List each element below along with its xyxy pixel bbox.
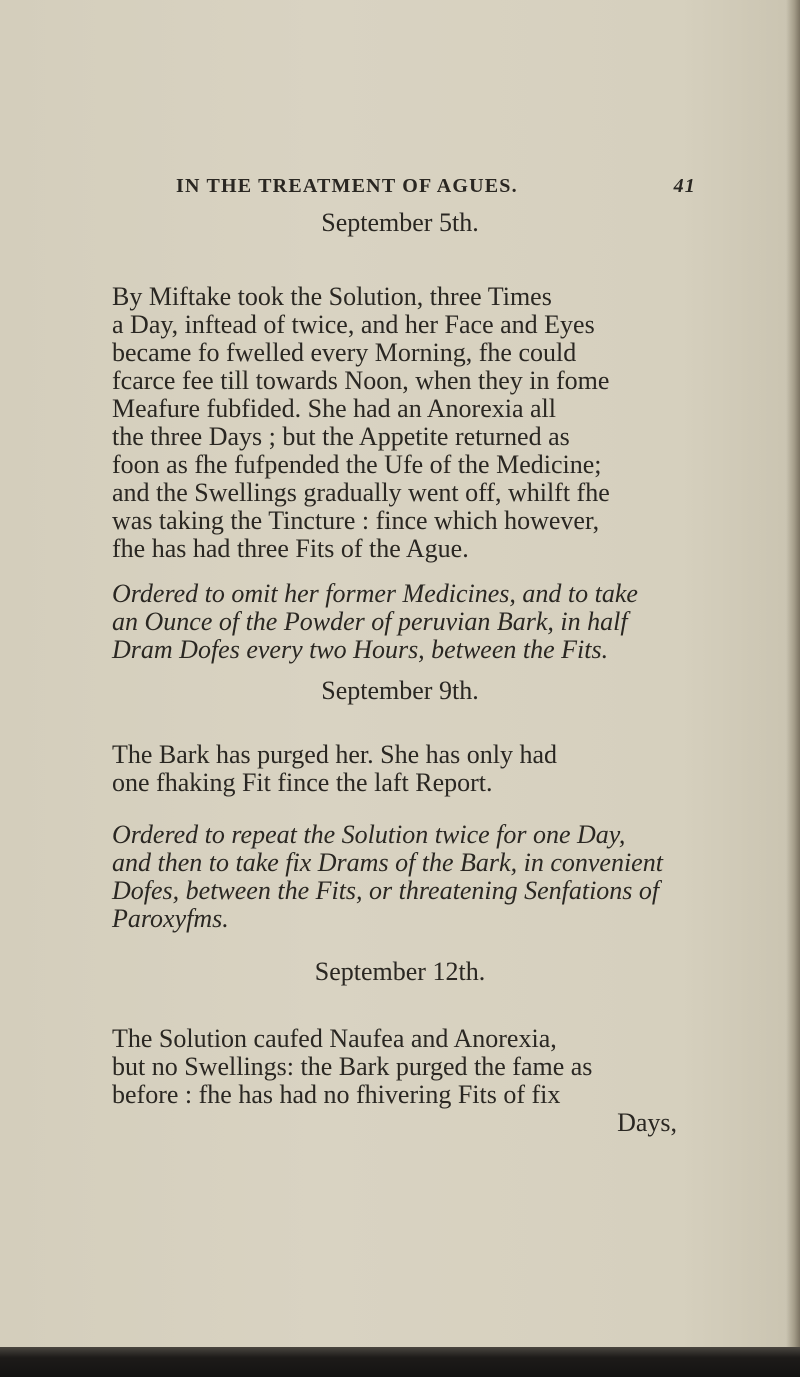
text-line: fcarce fee till towards Noon, when they in fome [112, 366, 610, 395]
page-edge-shadow [786, 0, 800, 1377]
text-line: became fo fwelled every Morning, fhe could [112, 338, 577, 367]
text-line: before : fhe has had no fhivering Fits of fix [112, 1080, 561, 1109]
text-line: Meafure fubfided. She had an Anorexia all [112, 394, 557, 423]
running-title: IN THE TREATMENT OF AGUES. [176, 175, 518, 197]
text-line: foon as fhe fufpended the Ufe of the Medicine; [112, 450, 602, 479]
order-paragraph [112, 580, 677, 664]
entry-date: September 5th. [321, 208, 479, 237]
bottom-dark-edge [0, 1347, 800, 1377]
text-line: By Miftake took the Solution, three Times [112, 282, 552, 311]
entry-date: September 9th. [321, 676, 479, 705]
text-line: but no Swellings: the Bark purged the fame as [112, 1052, 593, 1081]
text-line: The Solution caufed Naufea and Anorexia, [112, 1024, 557, 1053]
text-line: a Day, inftead of twice, and her Face and Eyes [112, 310, 595, 339]
entry-date: September 12th. [314, 957, 486, 986]
page-number: 41 [673, 175, 696, 197]
entry-paragraph [112, 1025, 677, 1137]
order-line: Dram Dofes every two Hours, between the Fits. [112, 635, 609, 664]
order-line: Ordered to omit her former Medicines, and to take [112, 579, 638, 608]
order-line: Ordered to repeat the Solution twice for one Day, [112, 820, 626, 849]
entry-paragraph [112, 741, 677, 797]
order-line: an Ounce of the Powder of peruvian Bark, in half [112, 607, 628, 636]
order-paragraph [112, 821, 677, 933]
text-line: one fhaking Fit fince the laft Report. [112, 768, 493, 797]
text-line: was taking the Tincture : fince which however, [112, 506, 600, 535]
order-line: Paroxyfms. [112, 904, 229, 933]
order-line: Dofes, between the Fits, or threatening Senfations of [112, 876, 660, 905]
text-line: the three Days ; but the Appetite returned as [112, 422, 570, 451]
text-line: The Bark has purged her. She has only had [112, 740, 558, 769]
running-header [176, 175, 696, 198]
order-line: and then to take fix Drams of the Bark, in convenient [112, 848, 663, 877]
text-line: fhe has had three Fits of the Ague. [112, 534, 469, 563]
entry-paragraph [112, 283, 677, 563]
catchword: Days, [617, 1108, 677, 1137]
text-line: and the Swellings gradually went off, whilft fhe [112, 478, 610, 507]
